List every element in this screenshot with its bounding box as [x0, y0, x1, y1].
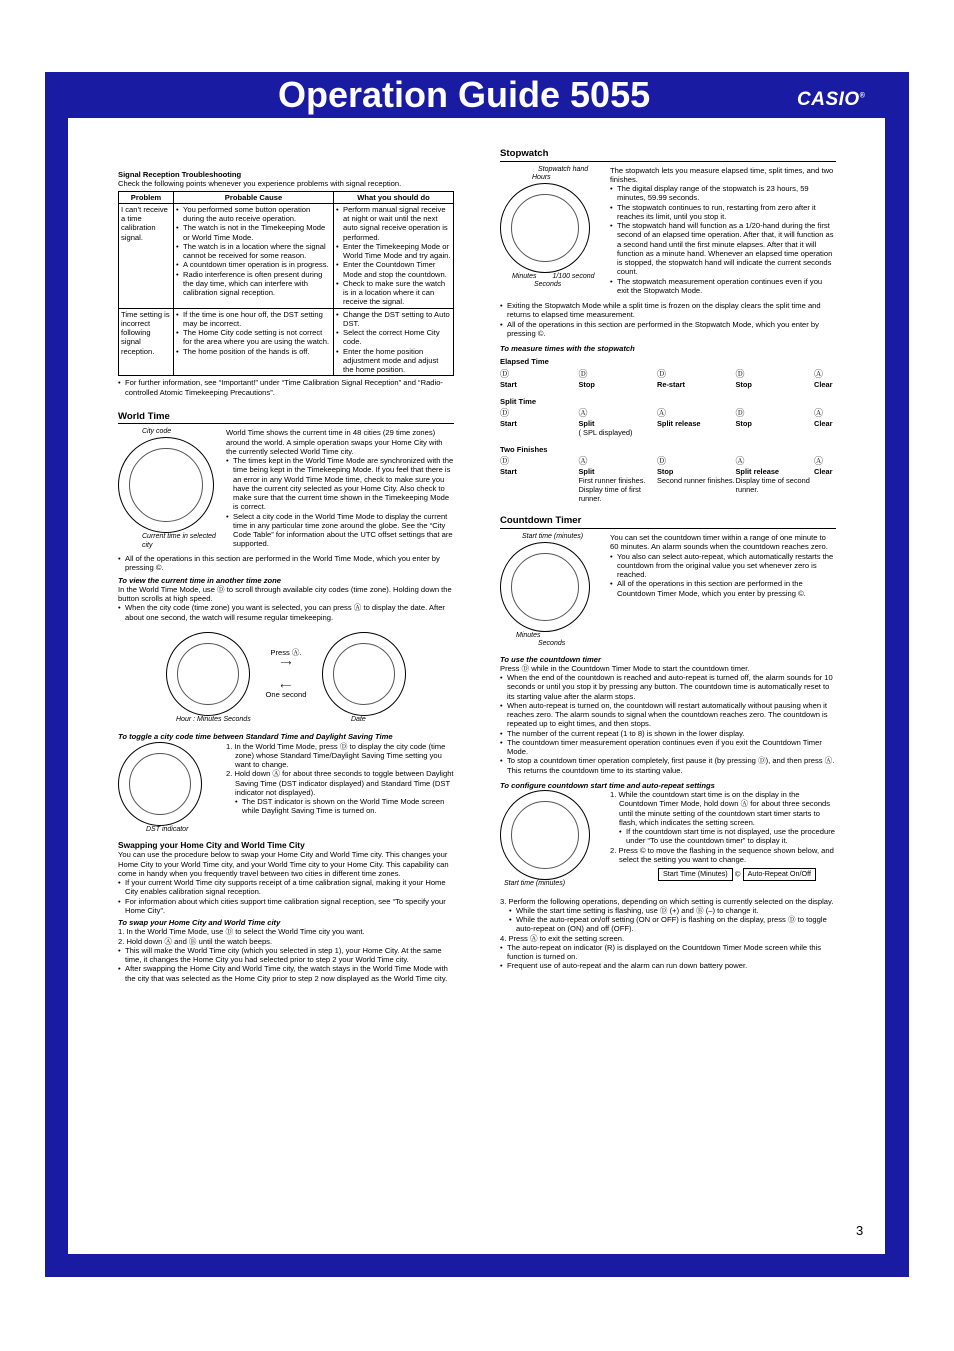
arrow-right-icon: ⟶: [280, 657, 292, 667]
table-row: [119, 308, 454, 376]
page-title: Operation Guide 5055: [278, 74, 651, 115]
world-time-intro: World Time shows the current time in 48 cities (29 time zones) around the world. A simple operation swaps your Home City with the currently selected World Time city.: [226, 428, 443, 456]
world-time-figure: City code Current time in selected city: [118, 428, 218, 550]
date-figure-labels: Hour : Minutes Seconds Date: [176, 715, 366, 723]
table-header: Probable Cause: [174, 191, 334, 203]
signal-note: • For further information, see “Important!” under “Time Calibration Signal Reception” and “Radio-controlled Atomic Timekeeping Precautions”.: [118, 378, 454, 397]
world-time-title: World Time: [118, 411, 454, 425]
stopwatch-intro: The stopwatch lets you measure elapsed time, split times, and two finishes.: [610, 165, 834, 184]
problem-cell: Time setting is incorrect following signal reception.: [119, 308, 174, 376]
swap-intro: You can use the procedure below to swap your Home City and World Time city. This changes your Home City to your World Time city, and your World Time city to your Home City. This capability can come in handy when you frequently travel between two cities in different time zones.: [118, 850, 449, 878]
stopwatch-title: Stopwatch: [500, 148, 836, 162]
brand-logo: CASIO®: [797, 89, 866, 110]
signal-title: Signal Reception Troubleshooting: [118, 170, 242, 179]
two-finish-flow: Ⓓ Start Ⓐ Split First runner finishes. Display time of first runner. Ⓓ Stop Second runner finishes. Ⓐ Split release Display time of second runner. Ⓐ Clear: [500, 456, 833, 504]
cause-cell: • You performed some button operation during the auto receive operation. • The watch is not in the Timekeeping Mode or World Time Mode. • The watch is in a location where the signal cannot be received for some reason. • A countdown timer operation is in progress. • Radio interference is often present during the day time, which can interfere with calibration signal reception.: [174, 203, 334, 308]
left-column: Signal Reception Troubleshooting Check the following points whenever you experience problems with signal reception. Problem Probable Cause What you should do I can’t receive a time calibration signal. • You performed some button operation during the auto receive operation. • The watch is not in the Timekeeping Mode or World Time Mode. • The watch is in a location where the signal cannot be received for some reason. • A countdown timer operation is in progress. • Radio interference is often present during the day time, which can interfere with calibration signal reception. • Perform manual signal receive at night or wait until the next auto signal receive operation is performed. • Enter the Timekeeping Mode or World Time Mode and try again. • Enter the Countdown Timer Mode and stop the countdown. • Check to make sure the watch is in a location where it can receive the signal. Time setting is incorrect following signal reception. • If the time is one hour off, the DST setting may be incorrect. • The Home City code setting is not correct for the area where you are using the watch. • The home position of the hands is off. • Change the DST setting to Auto DST. • Select the correct Home City code. • Enter the home position adjustment mode and adjust the home position. • For further information, see “Important!” under “Time Calibration Signal Reception” and “Radio-controlled Atomic Timekeeping Precautions”. World Time City code Current time in selected city World Time shows the current time in 48 cities (29 time zones) around the world. A simple operation swaps your Home City with the currently selected World Time city. • The times kept in the World Time Mode are synchronized with the time being kept in the Timekeeping Mode. If you feel that there is an error in any World Time Mode time, check to make sure you have the current city selected as your Home City. Also check to make sure that the current time shown in the Timekeeping Mode is correct. • Select a city code in the World Time Mode to display the current time in any particular time zone around the globe. See the “City Code Table” for information about the UTC offset settings that are supported. • All of the operations in this section are performed in the World Time Mode, which you enter by pressing ©. To view the current time in another time zone In the World Time Mode, use Ⓓ to scroll through available city codes (time zone). Holding down the button scrolls at high speed. • When the city code (time zone) you want is selected, you can press Ⓐ to display the date. After about one second, the watch will resume regular timekeeping. Press Ⓐ. ⟶ ⟵ One second Hour : Minutes Seconds Date To toggle a city code time between Standard Time and Daylight Saving Time DST indicator 1. In the World Time Mode, press Ⓓ to display the city code (time zone) whose Standard Time/Daylight Saving Time setting you want to change. 2. Hold down Ⓐ for about three seconds to toggle between Daylight Saving Time (DST indicator displayed) and Standard Time (DST indicator not displayed). • The DST indicator is shown on the World Time Mode screen while Daylight Saving Time is turned on. Swapping your Home City and World Time City You can use the procedure below to swap your Home City and World Time city. This changes your Home City to your World Time city, and your World Time city to your Home City. This capability can come in handy when you frequently travel between two cities in different time zones. • If your current World Time city supports receipt of a time calibration signal, making it your Home City enables calibration signal reception. • For information about which cities support time calibration signal reception, see “To specify your Home City”. To swap your Home City and World Time city 1. In the World Time Mode, use Ⓓ to select the World Time city you want. 2. Hold down Ⓐ and Ⓑ until the watch beeps. • This will make the World Time city (which you selected in step 1), your Home City. At the same time, it changes the Home City you had selected prior to step 2 your World Time city. • After swapping the Home City and World Time city, the watch stays in the World Time Mode with the city that was selected as the Home City prior to step 2 now displayed as the World Time city.: [118, 170, 454, 983]
dst-heading: To toggle a city code time between Standard Time and Daylight Saving Time: [118, 732, 393, 742]
problem-cell: I can’t receive a time calibration signal.: [119, 203, 174, 308]
config-figure: Start time (minutes): [500, 790, 604, 889]
view-bullet: • When the city code (time zone) you want is selected, you can press Ⓐ to display the date. After about one second, the watch will resume regular timekeeping.: [118, 603, 454, 622]
elapsed-title: Elapsed Time: [500, 357, 549, 367]
table-header: Problem: [119, 191, 174, 203]
view-heading: To view the current time in another time zone: [118, 575, 282, 585]
sequence-diagram: Start Time (Minutes) © Auto-Repeat On/Off: [658, 868, 836, 881]
dst-figure: DST indicator: [118, 742, 220, 835]
arrow-left-icon: ⟵: [280, 680, 292, 690]
watch-face-icon: [118, 437, 214, 533]
split-flow: Ⓓ Start Ⓐ Split ( SPL displayed) Ⓐ Split release Ⓓ Stop Ⓐ Clear: [500, 407, 833, 437]
measure-heading: To measure times with the stopwatch: [500, 344, 635, 354]
swap-title: Swapping your Home City and World Time City: [118, 840, 305, 851]
countdown-figure: Start time (minutes) Minutes Seconds: [500, 533, 604, 649]
watch-face-icon: [500, 183, 590, 273]
trouble-table: [118, 191, 454, 377]
watch-face-icon: [166, 632, 250, 716]
fix-cell: • Change the DST setting to Auto DST. • Select the correct Home City code. • Enter the home position adjustment mode and adjust the home position.: [334, 308, 454, 376]
cause-cell: • If the time is one hour off, the DST setting may be incorrect. • The Home City code setting is not correct for the area where you are using the watch. • The home position of the hands is off.: [174, 308, 334, 376]
watch-face-icon: [500, 790, 590, 880]
split-title: Split Time: [500, 396, 537, 406]
stopwatch-figure: Stopwatch hand Hours Minutes 1/100 second Seconds: [500, 166, 604, 296]
two-finish-title: Two Finishes: [500, 444, 548, 454]
fix-cell: • Perform manual signal receive at night or wait until the next auto signal receive operation is performed. • Enter the Timekeeping Mode or World Time Mode and try again. • Enter the Countdown Timer Mode and stop the countdown. • Check to make sure the watch is in a location where it can receive the signal.: [334, 203, 454, 308]
view-text: In the World Time Mode, use Ⓓ to scroll through available city codes (time zone). Holding down the button scrolls at high speed.: [118, 584, 452, 604]
world-time-all-ops: • All of the operations in this section are performed in the World Time Mode, which you enter by pressing ©.: [118, 554, 454, 573]
swap-heading: To swap your Home City and World Time city: [118, 918, 281, 928]
table-row: [119, 203, 454, 308]
watch-face-icon: [322, 632, 406, 716]
watch-face-icon: [500, 542, 590, 632]
date-figure: Press Ⓐ. ⟶ ⟵ One second: [166, 632, 454, 716]
config-heading: To configure countdown start time and auto-repeat settings: [500, 780, 715, 790]
use-heading: To use the countdown timer: [500, 654, 601, 664]
signal-intro: Check the following points whenever you experience problems with signal reception.: [118, 179, 402, 189]
page-number: 3: [856, 1223, 864, 1238]
table-header: What you should do: [334, 191, 454, 203]
elapsed-flow: Ⓓ Start Ⓓ Stop Ⓓ Re-start Ⓓ Stop Ⓐ Clear: [500, 368, 833, 389]
countdown-intro: You can set the countdown timer within a range of one minute to 60 minutes. An alarm sounds when the countdown reaches zero.: [610, 533, 828, 552]
watch-face-icon: [118, 742, 202, 826]
right-column: Stopwatch Stopwatch hand Hours Minutes 1/100 second Seconds The stopwatch lets you measure elapsed time, split times, and two finishes. • The digital display range of the stopwatch is 23 hours, 59 minutes, 59.99 seconds. • The stopwatch continues to run, restarting from zero after it reaches its limit, until you stop it. • The stopwatch hand will function as a 1/20-hand during the first second of an elapsed time operation. After that, it will function as a second hand until the first minute elapses. After that it will function as a minute hand. Whenever an elapsed time operation is stopped, the stopwatch hand will indicate the current seconds count. • The stopwatch measurement operation continues even if you exit the Stopwatch Mode. • Exiting the Stopwatch Mode while a split time is frozen on the display clears the split time and returns to elapsed time measurement. • All of the operations in this section are performed in the Stopwatch Mode, which you enter by pressing ©. To measure times with the stopwatch Elapsed Time Ⓓ Start Ⓓ Stop Ⓓ Re-start Ⓓ Stop Ⓐ Clear Split Time Ⓓ Start Ⓐ Split ( SPL displayed) Ⓐ Split release Ⓓ Stop Ⓐ Clear Two Finishes Ⓓ Start Ⓐ Split First runner finishes. Display time of first runner. Ⓓ Stop Second runner finishes. Ⓐ Split release Display time of second runner. Ⓐ Clear Countdown Timer Start time (minutes) Minutes Seconds You can set the countdown timer within a range of one minute to 60 minutes. An alarm sounds when the countdown reaches zero. • You also can select auto-repeat, which automatically restarts the countdown from the original value you set whenever zero is reached. • All of the operations in this section are performed in the Countdown Timer Mode, which you enter by pressing ©. To use the countdown timer Press Ⓓ while in the Countdown Timer Mode to start the countdown timer. • When the end of the countdown is reached and auto-repeat is turned off, the alarm sounds for 10 seconds or until you stop it by pressing any button. The countdown time is automatically reset to its starting value after the alarm stops. • When auto-repeat is turned on, the countdown will restart automatically without pausing when it reaches zero. The alarm sounds to signal when the countdown reaches zero. The countdown is repeated up to eight times, and then stops. • The number of the current repeat (1 to 8) is shown in the lower display. • The countdown timer measurement operation continues even if you exit the Countdown Timer Mode. • To stop a countdown timer operation completely, first pause it (by pressing Ⓓ), and then press Ⓐ. This returns the countdown time to its starting value. To configure countdown start time and auto-repeat settings Start time (minutes) 1. While the countdown start time is on the display in the Countdown Timer Mode, hold down Ⓐ for about three seconds until the minute setting of the countdown start timer starts to flash, which indicates the setting screen. • If the countdown start time is not displayed, use the procedure under “To use the countdown timer” to display it. 2. Press © to move the flashing in the sequence shown below, and select the setting you want to change. Start Time (Minutes) © Auto-Repeat On/Off 3. Perform the following operations, depending on which setting is currently selected on the display. • While the start time setting is flashing, use Ⓓ (+) and Ⓑ (–) to change it. • While the auto-repeat on/off setting (ON or OFF) is flashing on the display, press Ⓓ to toggle auto-repeat on (ON) and off (OFF). 4. Press Ⓐ to exit the setting screen. • The auto-repeat on indicator (R) is displayed on the Countdown Timer Mode screen while this function is turned on. • Frequent use of auto-repeat and the alarm can run down battery power.: [500, 148, 836, 971]
countdown-title: Countdown Timer: [500, 515, 836, 529]
use-text: Press Ⓓ while in the Countdown Timer Mode to start the countdown timer.: [500, 663, 750, 673]
